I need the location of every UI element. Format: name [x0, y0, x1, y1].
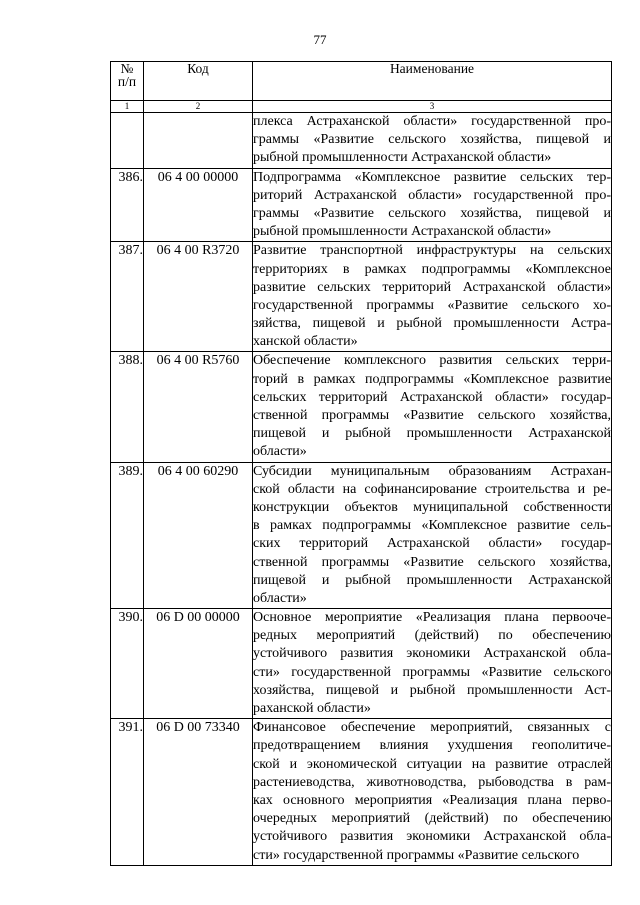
- header-num-cell: [111, 62, 144, 101]
- row-code: 06 4 00 R3720: [144, 242, 253, 352]
- row-name-line: государственной программы «Развитие сельского хо-: [253, 297, 611, 313]
- row-name: [253, 609, 612, 719]
- row-name-line: граммы «Развитие сельского хозяйства, пищевой и: [253, 132, 611, 148]
- column-index-row: [111, 101, 612, 113]
- header-code-cell: Код: [144, 62, 253, 101]
- row-name-line: Развитие транспортной инфраструктуры на сельских: [253, 243, 611, 259]
- row-name-line: граммы «Развитие сельского хозяйства, пищевой и: [253, 205, 611, 221]
- row-number: 387.: [111, 242, 144, 352]
- row-name-line: растениеводства, животноводства, рыбоводства в рам-: [253, 774, 611, 790]
- row-code: [144, 113, 253, 169]
- row-number: 389.: [111, 462, 144, 609]
- row-name-line: ках основного мероприятия «Реализация плана перво-: [253, 792, 611, 808]
- row-code: 06 D 00 73340: [144, 719, 253, 866]
- row-name-line: области»: [253, 590, 307, 606]
- table-row: [111, 609, 612, 719]
- row-name-line: рыбной промышленности Астраханской области»: [253, 150, 552, 166]
- row-name: [253, 719, 612, 866]
- table-row: [111, 242, 612, 352]
- row-name-line: ских территорий Астраханской области» государ-: [253, 536, 611, 552]
- row-name-line: Подпрограмма «Комплексное развитие сельских тер-: [253, 169, 611, 185]
- row-name-line: пищевой и рыбной промышленности Астраханской: [253, 572, 611, 588]
- row-number: 388.: [111, 352, 144, 462]
- row-name-line: ской и экономической ситуации на развитие отраслей: [253, 756, 611, 772]
- budget-classification-table: [110, 61, 612, 866]
- row-name-line: редных мероприятий (действий) по обеспечению: [253, 628, 611, 644]
- row-name-line: Основное мероприятие «Реализация плана первооче-: [253, 610, 611, 626]
- row-name-line: плекса Астраханской области» государственной про-: [253, 114, 611, 129]
- table-header-row: [111, 62, 612, 101]
- row-name-line: Субсидии муниципальным образованиям Астрахан-: [253, 463, 611, 479]
- row-name-line: конструкции объектов муниципальной собственности: [253, 499, 611, 515]
- row-name-line: раханской области»: [253, 701, 371, 716]
- row-name-line: хозяйства, пищевой и рыбной промышленности Аст-: [253, 682, 611, 698]
- row-name-line: Финансовое обеспечение мероприятий, связанных с: [253, 720, 611, 736]
- row-name-line: ственной программы «Развитие сельского хозяйства,: [253, 408, 611, 423]
- row-name-line: в рамках подпрограммы «Комплексное развитие сель-: [253, 518, 611, 534]
- row-name-line: пищевой и рыбной промышленности Астраханской: [253, 426, 611, 442]
- column-index-3: 3: [253, 101, 612, 113]
- table-row: [111, 719, 612, 866]
- row-name-line: развитие сельских территорий Астраханской области»: [253, 279, 611, 295]
- header-name-cell: Наименование: [253, 62, 612, 101]
- row-name-line: устойчивого развития экономики Астраханской обла-: [253, 646, 611, 662]
- table-row: [111, 352, 612, 462]
- row-name-line: зяйства, пищевой и рыбной промышленности Астра-: [253, 316, 611, 332]
- table-row: [111, 168, 612, 242]
- row-name-line: сельских территорий Астраханской области» государ-: [253, 389, 611, 405]
- column-index-2: 2: [144, 101, 253, 113]
- row-number: 391.: [111, 719, 144, 866]
- table-body: [111, 113, 612, 866]
- row-name: [253, 242, 612, 352]
- row-name: [253, 113, 612, 169]
- row-code: 06 4 00 00000: [144, 168, 253, 242]
- row-name-line: сти» государственной программы «Развитие сельского: [253, 664, 611, 680]
- row-name-line: торий в рамках подпрограммы «Комплексное развитие: [253, 371, 611, 387]
- row-name-line: сти» государственной программы «Развитие сельского: [253, 847, 580, 863]
- page-number: 77: [313, 32, 327, 47]
- row-number: 390.: [111, 609, 144, 719]
- row-code: 06 4 00 60290: [144, 462, 253, 609]
- row-code: 06 D 00 00000: [144, 609, 253, 719]
- row-name: [253, 462, 612, 609]
- row-name: [253, 168, 612, 242]
- row-name-line: предотвращением влияния ухудшения геополитиче-: [253, 738, 611, 754]
- row-name-line: очередных мероприятий (действий) по обеспечению: [253, 811, 611, 827]
- row-name-line: риторий Астраханской области» государственной про-: [253, 187, 611, 203]
- row-name-line: ственной программы «Развитие сельского хозяйства,: [253, 554, 611, 570]
- row-name-line: устойчивого развития экономики Астраханской обла-: [253, 829, 611, 845]
- row-name-line: рыбной промышленности Астраханской области»: [253, 224, 552, 240]
- row-name-line: области»: [253, 444, 307, 460]
- row-code: 06 4 00 R5760: [144, 352, 253, 462]
- row-number: 386.: [111, 168, 144, 242]
- row-name-line: Обеспечение комплексного развития сельских терри-: [253, 353, 611, 369]
- row-name-line: территориях в рамках подпрограммы «Комплексное: [253, 261, 611, 277]
- row-name: [253, 352, 612, 462]
- row-name-line: ской области на софинансирование строительства и ре-: [253, 481, 611, 497]
- column-index-1: 1: [111, 101, 144, 113]
- row-number: [111, 113, 144, 169]
- header-num-line2: п/п: [117, 74, 137, 89]
- table-row: [111, 113, 612, 169]
- header-num-line1: №: [120, 61, 134, 76]
- row-name-line: ханской области»: [253, 334, 358, 350]
- table-row: [111, 462, 612, 609]
